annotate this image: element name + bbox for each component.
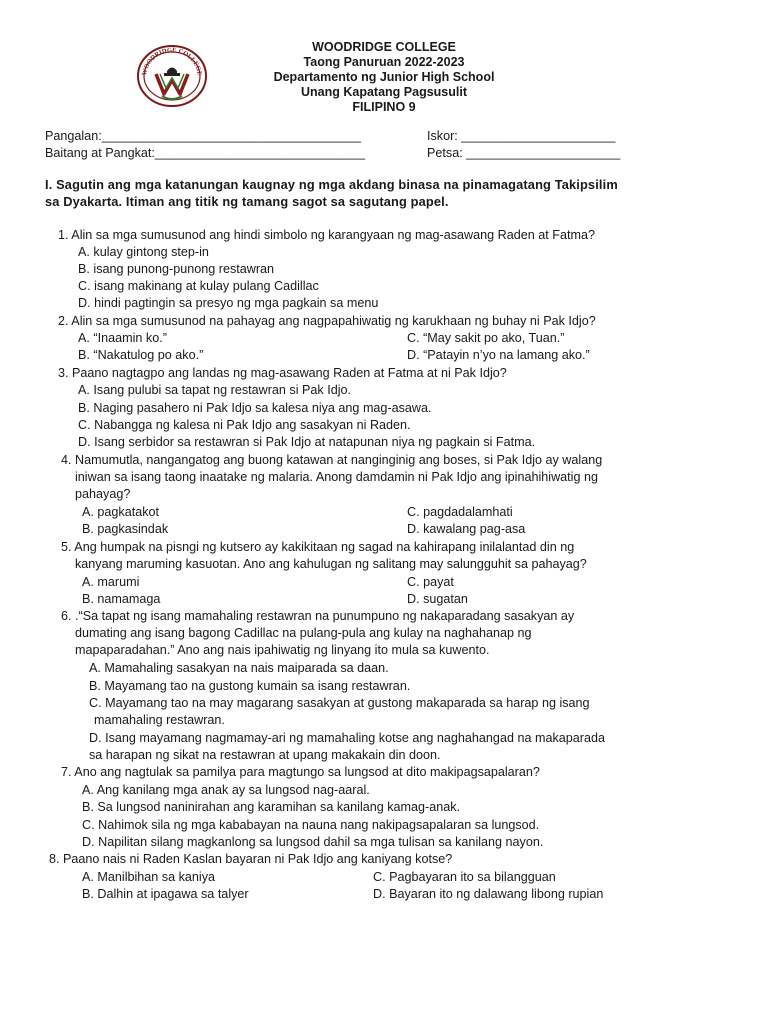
date-field: Petsa: ______________________: [427, 146, 621, 160]
question-2-option-d: D. “Patayin n’yo na lamang ako.”: [407, 348, 590, 362]
question-2-option-b: B. “Nakatulog po ako.”: [78, 348, 204, 362]
question-4-stem-1: 4. Namumutla, nangangatog ang buong katawan at nanginginig ang boses, si Pak Idjo ay walang: [61, 453, 603, 467]
name-field: Pangalan:_____________________________________: [45, 129, 361, 143]
question-8-stem: 8. Paano nais ni Raden Kaslan bayaran ni Pak Idjo ang kaniyang kotse?: [49, 852, 453, 866]
subject: FILIPINO 9: [352, 100, 416, 114]
question-7-stem: 7. Ano ang nagtulak sa pamilya para magtungo sa lungsod at dito makipagsapalaran?: [61, 765, 540, 779]
question-5-stem-1: 5. Ang humpak na pisngi ng kutsero ay kakikitaan ng sagad na kahirapang inilalantad din ng: [61, 540, 575, 554]
question-3-option-a: A. Isang pulubi sa tapat ng restawran si Pak Idjo.: [78, 383, 352, 397]
score-field: Iskor: ______________________: [427, 129, 616, 143]
question-5-option-d: D. sugatan: [407, 592, 468, 606]
question-3-option-c: C. Nabangga ng kalesa ni Pak Idjo ang sasakyan ni Raden.: [78, 418, 411, 432]
question-7-option-a: A. Ang kanilang mga anak ay sa lungsod nag-aaral.: [82, 783, 370, 797]
question-1-option-c: C. isang makinang at kulay pulang Cadillac: [78, 279, 319, 293]
question-5-stem-2: kanyang maruming kasuotan. Ano ang kahulugan ng salitang may salungguhit sa pahayag?: [75, 557, 587, 571]
school-year: Taong Panuruan 2022-2023: [303, 55, 465, 69]
question-4-option-b: B. pagkasindak: [82, 522, 169, 536]
question-4-option-a: A. pagkatakot: [82, 505, 160, 519]
grade-section-field: Baitang at Pangkat:______________________________: [45, 146, 366, 160]
school-name: WOODRIDGE COLLEGE: [312, 40, 456, 54]
question-1-option-a: A. kulay gintong step-in: [78, 245, 209, 259]
question-4-stem-3: pahayag?: [75, 487, 131, 501]
exam-title: Unang Kapatang Pagsusulit: [301, 85, 467, 99]
question-4-stem-2: iniwan sa isang taong inaatake ng malaria. Anong damdamin ni Pak Idjo ang ipinahihiwatig ng: [75, 470, 598, 484]
question-8-option-a: A. Manilbihan sa kaniya: [82, 870, 216, 884]
question-6-option-d-line-2: sa harapan ng sikat na restawran at upang makakain din doon.: [89, 748, 441, 762]
question-6-option-b: B. Mayamang tao na gustong kumain sa isang restawran.: [89, 679, 411, 693]
question-1-option-d: D. hindi pagtingin sa presyo ng mga pagkain sa menu: [78, 296, 379, 310]
question-6-option-c-line-2: mamahaling restawran.: [94, 713, 225, 727]
question-7-option-d: D. Napilitan silang magkanlong sa lungsod dahil sa mga tulisan sa kanilang nayon.: [82, 835, 544, 849]
svg-text:WOODRIDGE COLLEGE: WOODRIDGE COLLEGE: [141, 46, 203, 77]
question-4-option-c: C. pagdadalamhati: [407, 505, 513, 519]
question-2-stem: 2. Alin sa mga sumusunod na pahayag ang nagpapahiwatig ng karukhaan ng buhay ni Pak Idjo?: [58, 314, 596, 328]
question-3-option-d: D. Isang serbidor sa restawran si Pak Idjo at natapunan niya ng pagkain si Fatma.: [78, 435, 536, 449]
instructions-line-2: sa Dyakarta. Itiman ang titik ng tamang sagot sa sagutang papel.: [45, 194, 449, 209]
question-6-stem-1: 6. .“Sa tapat ng isang mamahaling restawran na punumpuno ng nakaparadang sasakyan ay: [61, 609, 575, 623]
question-6-stem-2: dumating ang isang bagong Cadillac na pulang-pula ang kulay na naghahanap ng: [75, 626, 532, 640]
question-6-option-d-line-1: D. Isang mayamang nagmamay-ari ng mamahaling kotse ang naghahangad na makaparada: [89, 731, 605, 745]
question-2-option-a: A. “Inaamin ko.”: [78, 331, 167, 345]
question-3-stem: 3. Paano nagtagpo ang landas ng mag-asawang Raden at Fatma at ni Pak Idjo?: [58, 366, 507, 380]
question-8-option-d: D. Bayaran ito ng dalawang libong rupian: [373, 887, 604, 901]
question-2-option-c: C. “May sakit po ako, Tuan.”: [407, 331, 565, 345]
question-1-option-b: B. isang punong-punong restawran: [78, 262, 275, 276]
question-5-option-b: B. namamaga: [82, 592, 161, 606]
question-1-stem: 1. Alin sa mga sumusunod ang hindi simbolo ng karangyaan ng mag-asawang Raden at Fatma?: [58, 228, 595, 242]
instructions-line-1: I. Sagutin ang mga katanungan kaugnay ng mga akdang binasa na pinamagatang Takipsilim: [45, 177, 618, 192]
question-3-option-b: B. Naging pasahero ni Pak Idjo sa kalesa niya ang mag-asawa.: [78, 401, 432, 415]
question-6-option-a: A. Mamahaling sasakyan na nais maiparada sa daan.: [89, 661, 389, 675]
question-8-option-b: B. Dalhin at ipagawa sa talyer: [82, 887, 249, 901]
question-7-option-b: B. Sa lungsod naninirahan ang karamihan sa kanilang kamag-anak.: [82, 800, 461, 814]
question-6-option-c-line-1: C. Mayamang tao na may magarang sasakyan at gustong makaparada sa harap ng isang: [89, 696, 590, 710]
question-5-option-a: A. marumi: [82, 575, 140, 589]
question-4-option-d: D. kawalang pag-asa: [407, 522, 526, 536]
question-5-option-c: C. payat: [407, 575, 454, 589]
department: Departamento ng Junior High School: [273, 70, 495, 84]
question-6-stem-3: mapaparadahan.” Ano ang nais ipahiwatig ng linyang ito mula sa kuwento.: [75, 643, 490, 657]
question-7-option-c: C. Nahimok sila ng mga kababayan na nauna nang nakipagsapalaran sa lungsod.: [82, 818, 540, 832]
school-seal-logo: [134, 44, 210, 108]
question-8-option-c: C. Pagbayaran ito sa bilangguan: [373, 870, 556, 884]
